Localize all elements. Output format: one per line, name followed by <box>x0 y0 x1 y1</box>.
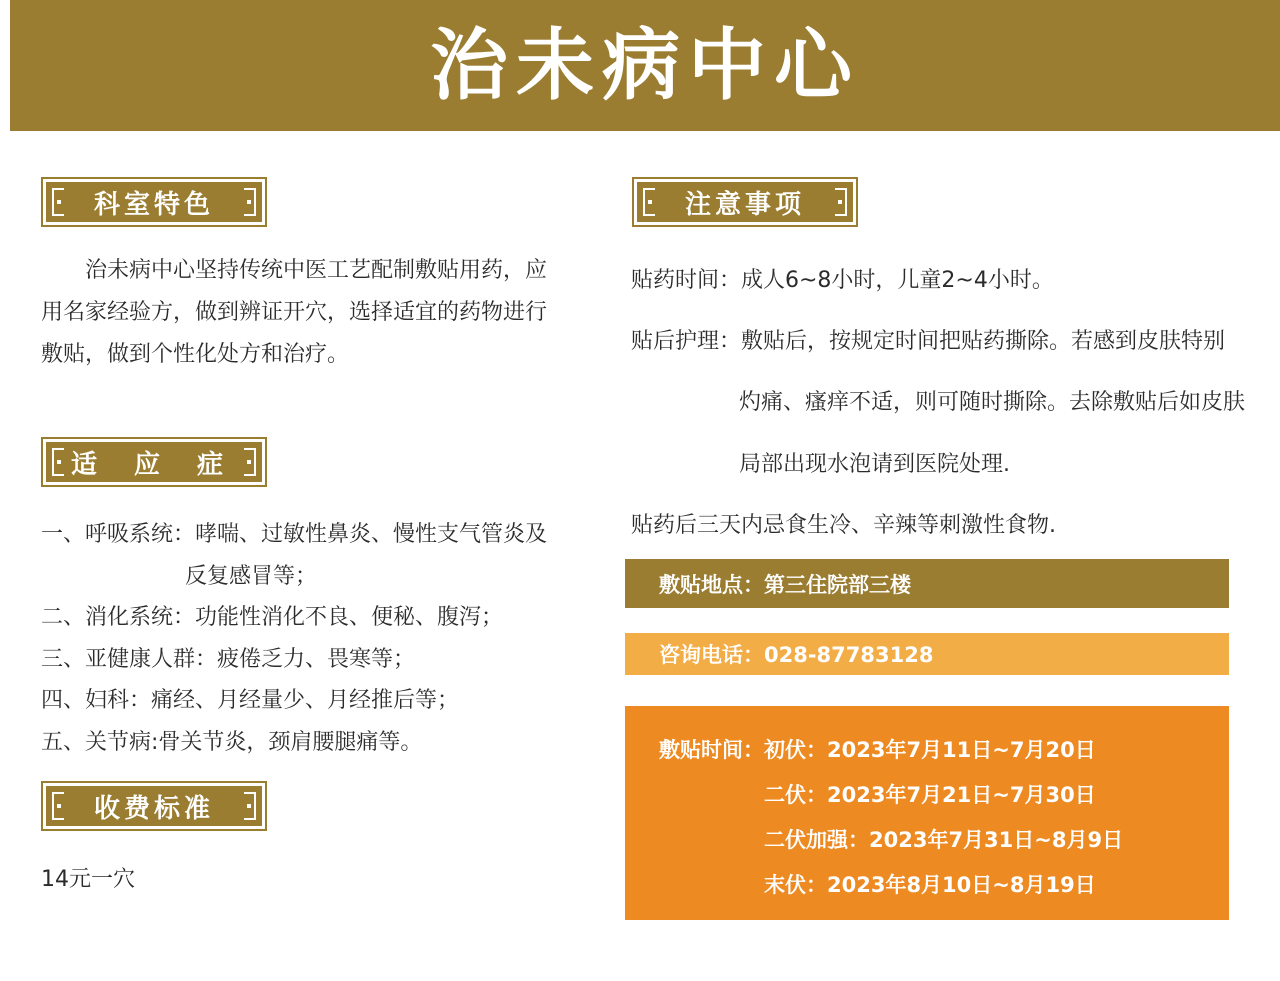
indication-item: 四、妇科：痛经、月经量少、月经推后等； <box>41 688 460 713</box>
features-text: 治未病中心坚持传统中医工艺配制敷贴用药，应用名家经验方，做到辨证开穴，选择适宜的药物进行敷贴，做到个性化处方和治疗。 <box>41 258 548 367</box>
title-banner <box>10 0 1280 131</box>
schedule-box <box>625 706 1229 920</box>
note-line: 灼痛、瘙痒不适，则可随时撕除。去除敷贴后如皮肤 <box>739 390 1246 415</box>
features-heading-label: 科室特色 <box>93 189 214 220</box>
ornament-icon <box>52 448 64 476</box>
ornament-icon <box>52 188 64 216</box>
location-text: 敷贴地点：第三住院部三楼 <box>659 572 911 597</box>
indication-item: 一、呼吸系统：哮喘、过敏性鼻炎、慢性支气管炎及 <box>41 522 548 547</box>
schedule-row: 二伏加强：2023年7月31日~8月9日 <box>764 828 1124 852</box>
schedule-row: 末伏：2023年8月10日~8月19日 <box>764 873 1096 897</box>
schedule-label: 敷贴时间： <box>659 738 764 762</box>
ornament-icon <box>244 448 256 476</box>
phone-text: 咨询电话：028-87783128 <box>659 643 934 667</box>
features-heading <box>41 177 267 227</box>
indications-heading-label: 适 应 症 <box>70 449 238 480</box>
ornament-icon <box>835 188 847 216</box>
indications-heading <box>41 437 267 487</box>
note-line: 贴后护理：敷贴后，按规定时间把贴药撕除。若感到皮肤特别 <box>631 329 1226 354</box>
note-line: 局部出现水泡请到医院处理. <box>739 452 1010 477</box>
ornament-icon <box>244 792 256 820</box>
indication-item: 五、关节病:骨关节炎，颈肩腰腿痛等。 <box>41 730 423 755</box>
fees-heading <box>41 781 267 831</box>
ornament-icon <box>244 188 256 216</box>
phone-bar <box>625 633 1229 675</box>
indication-item: 反复感冒等； <box>185 564 318 589</box>
notes-heading-label: 注意事项 <box>684 189 805 220</box>
indication-item: 二、消化系统：功能性消化不良、便秘、腹泻； <box>41 605 504 630</box>
ornament-icon <box>52 792 64 820</box>
schedule-row: 初伏：2023年7月11日~7月20日 <box>764 738 1096 762</box>
fees-heading-label: 收费标准 <box>93 793 214 824</box>
page-title: 治未病中心 <box>429 20 860 111</box>
note-line: 贴药时间：成人6~8小时，儿童2~4小时。 <box>631 268 1054 293</box>
notes-heading <box>632 177 858 227</box>
note-line: 贴药后三天内忌食生冷、辛辣等刺激性食物. <box>631 513 1056 538</box>
indication-item: 三、亚健康人群：疲倦乏力、畏寒等； <box>41 647 416 672</box>
ornament-icon <box>643 188 655 216</box>
schedule-row: 二伏：2023年7月21日~7月30日 <box>764 783 1096 807</box>
location-bar <box>625 559 1229 608</box>
fee-text: 14元一穴 <box>41 867 135 892</box>
